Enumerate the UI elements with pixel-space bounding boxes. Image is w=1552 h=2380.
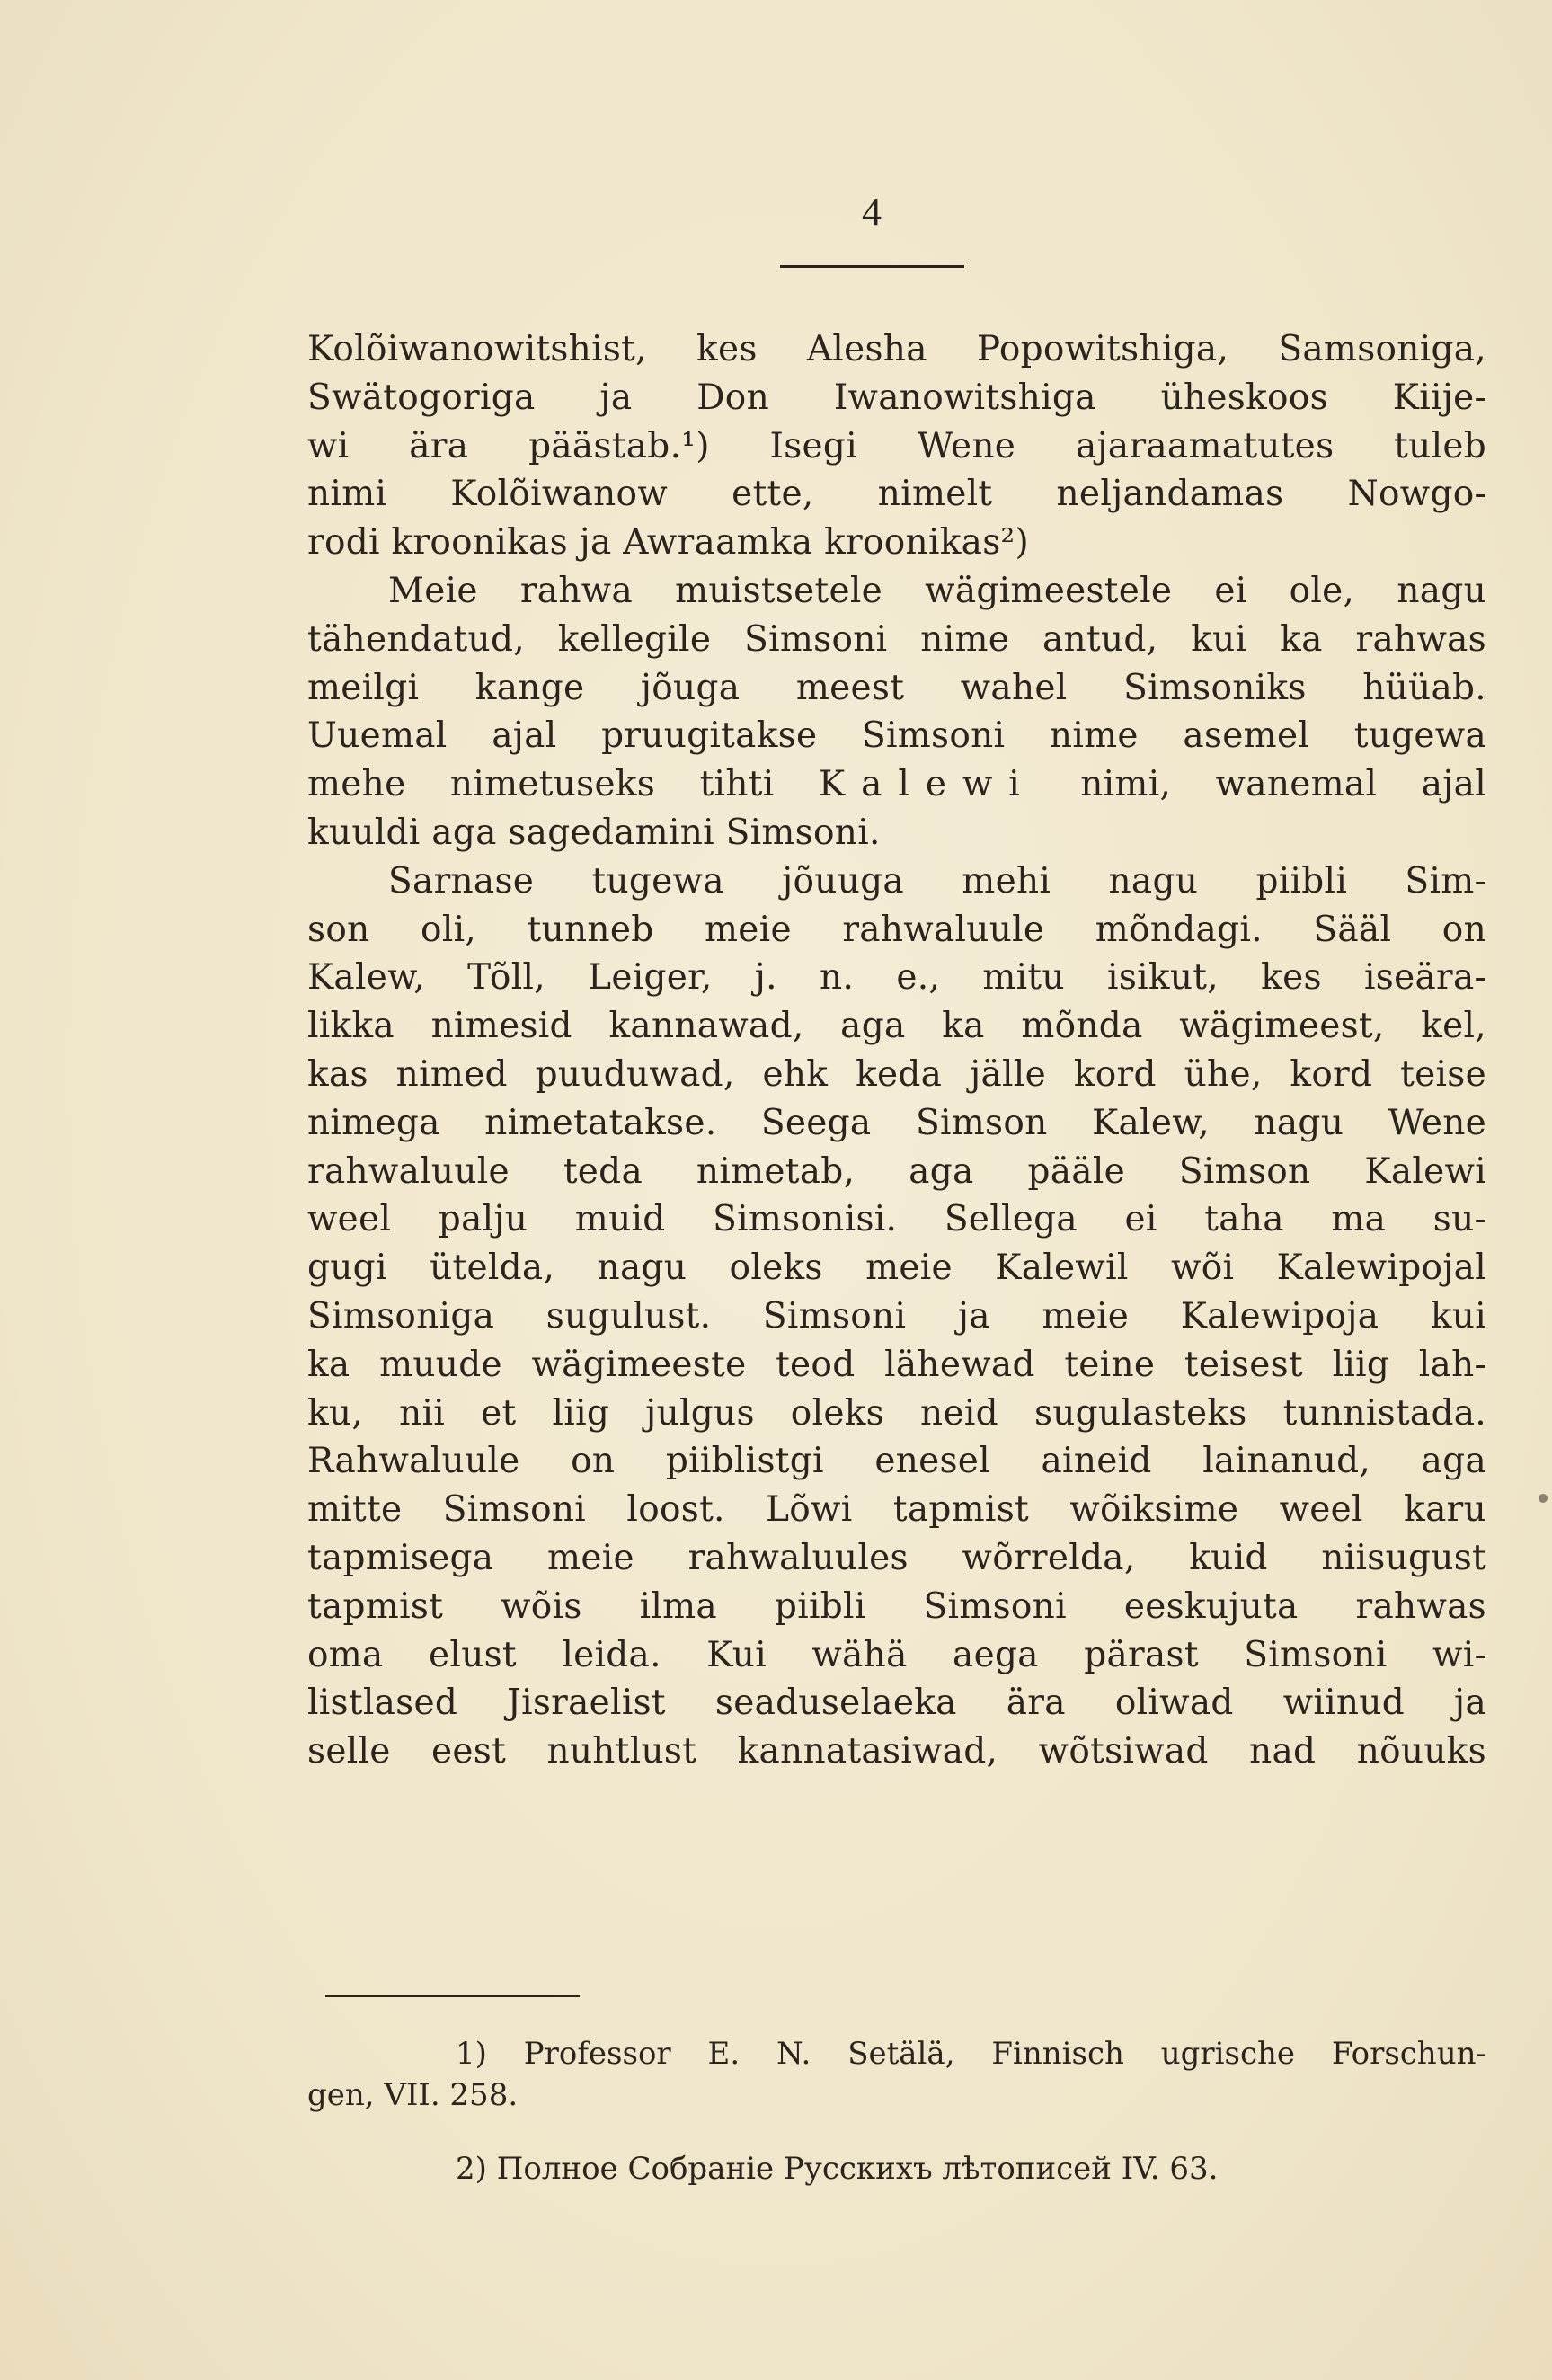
footnote-1-line: gen, VII. 258.	[307, 2077, 519, 2113]
text-line: tapmist wõis ilma piibli Simsoni eeskujuta rahwas	[307, 1585, 1486, 1627]
text-line: selle eest nuhtlust kannatasiwad, wõtsiwad nad nõuuks	[307, 1731, 1486, 1772]
text-line: rodi kroonikas ja Awraamka kroonikas²)	[307, 522, 1029, 564]
text-line: mitte Simsoni loost. Lõwi tapmist wõiksime weel karu	[307, 1489, 1486, 1531]
footnote-gap	[307, 2116, 1486, 2148]
text-line: weel palju muid Simsonisi. Sellega ei taha ma su-	[307, 1199, 1486, 1240]
text-line: nimi Kolõiwanow ette, nimelt neljandamas Nowgo-	[307, 474, 1486, 515]
spaced-emphasis-word: Kalewi	[818, 764, 1036, 805]
text-line: Swätogoriga ja Don Iwanowitshiga üheskoos Kiije-	[307, 377, 1486, 418]
text-line: oma elust leida. Kui wähä aega pärast Simsoni wi-	[307, 1634, 1486, 1675]
footnote-2: 2) Полное Собраніе Русскихъ лѣтописей IV. 63.	[456, 2151, 1219, 2187]
footnote-rule	[325, 1995, 580, 1997]
text-line: likka nimesid kannawad, aga ka mõnda wägimeest, kel,	[307, 1006, 1486, 1047]
body-text	[307, 325, 1486, 1776]
text-line: kas nimed puuduwad, ehk keda jälle kord ühe, kord teise	[307, 1053, 1486, 1095]
header-rule	[780, 265, 964, 268]
text-segment: mehe nimetuseks tihti	[307, 764, 775, 805]
page-number: 4	[862, 190, 882, 234]
text-line: Kolõiwanowitshist, kes Alesha Popowitshiga, Samsoniga,	[307, 329, 1486, 369]
text-line: Uuemal ajal pruugitakse Simsoni nime asemel tugewa	[307, 715, 1486, 757]
text-line: Simsoniga sugulust. Simsoni ja meie Kalewipoja kui	[307, 1295, 1486, 1337]
text-line: ka muude wägimeeste teod lähewad teine teisest liig lah-	[307, 1344, 1486, 1385]
text-line: Kalew, Tõll, Leiger, j. n. e., mitu isikut, kes iseära-	[307, 957, 1486, 999]
text-line: tähendatud, kellegile Simsoni nime antud, kui ka rahwas	[307, 618, 1486, 660]
text-line-with-emphasis	[307, 760, 1486, 809]
text-line: rahwaluule teda nimetab, aga pääle Simson Kalewi	[307, 1150, 1486, 1192]
text-line: tapmisega meie rahwaluules wõrrelda, kuid niisugust	[307, 1537, 1486, 1578]
text-line: Sarnase tugewa jõuuga mehi nagu piibli Sim-	[388, 860, 1486, 901]
text-line: nimega nimetatakse. Seega Simson Kalew, nagu Wene	[307, 1102, 1486, 1143]
text-line: listlased Jisraelist seaduselaeka ära oliwad wiinud ja	[307, 1683, 1486, 1724]
text-line: son oli, tunneb meie rahwaluule mõndagi. Sääl on	[307, 909, 1486, 950]
text-line: meilgi kange jõuga meest wahel Simsoniks hüüab.	[307, 667, 1486, 708]
text-line: kuuldi aga sagedamini Simsoni.	[307, 812, 881, 853]
footnotes	[307, 2033, 1486, 2189]
text-line: Meie rahwa muistsetele wägimeestele ei ole, nagu	[388, 570, 1486, 611]
text-line: wi ära päästab.¹) Isegi Wene ajaraamatutes tuleb	[307, 425, 1486, 466]
text-line: gugi ütelda, nagu oleks meie Kalewil wõi Kalewipojal	[307, 1248, 1486, 1289]
text-segment: nimi, wanemal ajal	[1080, 764, 1486, 805]
text-line: ku, nii et liig julgus oleks neid sugulasteks tunnistada.	[307, 1392, 1486, 1434]
footnote-1-line: 1) Professor E. N. Setälä, Finnisch ugrische Forschun-	[456, 2036, 1486, 2072]
paper-spot	[1539, 1494, 1548, 1503]
text-line: Rahwaluule on piiblistgi enesel aineid lainanud, aga	[307, 1441, 1486, 1482]
